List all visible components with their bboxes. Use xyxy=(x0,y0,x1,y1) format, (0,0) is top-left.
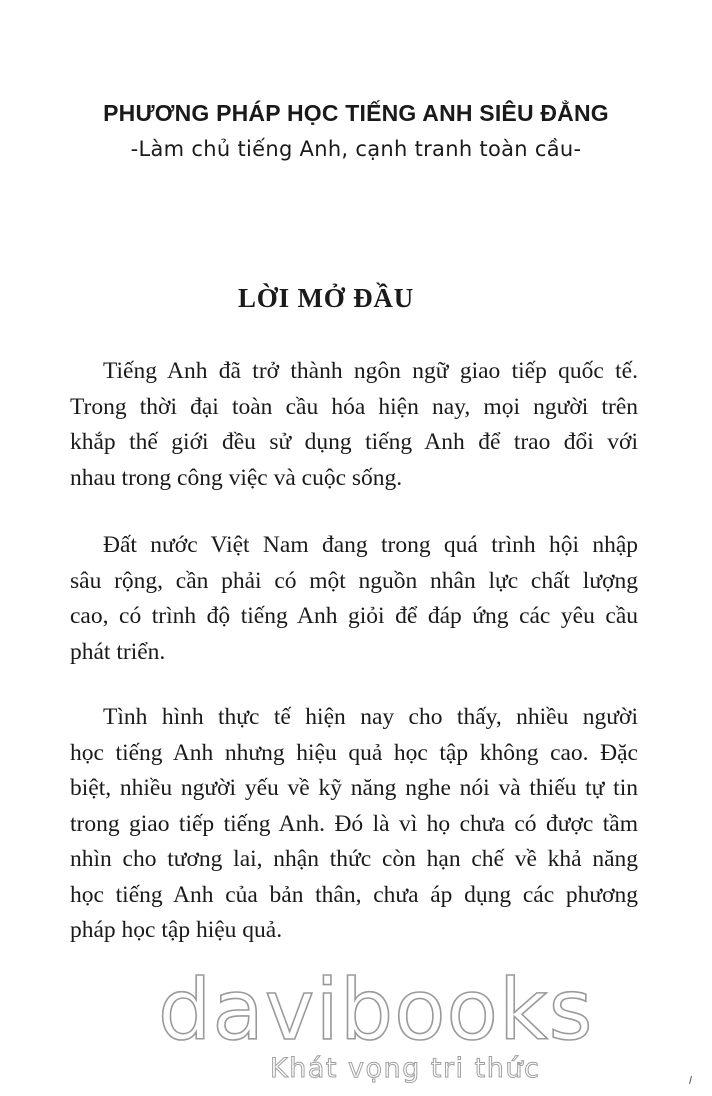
paragraph-3 xyxy=(70,700,638,949)
paragraph-line: biệt, nhiều người yếu về kỹ năng nghe nói và thiếu tự tin xyxy=(70,775,638,801)
paragraph-2 xyxy=(70,528,638,670)
paragraph-line: Tiếng Anh đã trở thành ngôn ngữ giao tiếp quốc tế. xyxy=(103,358,638,384)
paragraph-line: cao, có trình độ tiếng Anh giỏi để đáp ứng các yêu cầu xyxy=(70,603,638,629)
paragraph-line: học tiếng Anh nhưng hiệu quả học tập không cao. Đặc xyxy=(70,739,638,766)
paragraph-line: Tình hình thực tế hiện nay cho thấy, nhiều người xyxy=(103,704,638,730)
paragraph-1 xyxy=(70,354,638,496)
book-subtitle: -Làm chủ tiếng Anh, cạnh tranh toàn cầu- xyxy=(130,137,582,161)
watermark-brand: davibooks xyxy=(158,961,594,1059)
paragraph-line: trong giao tiếp tiếng Anh. Đó là vì họ chưa có được tầm xyxy=(70,810,638,837)
paragraph-line: học tiếng Anh của bản thân, chưa áp dụng các phương xyxy=(70,881,638,908)
paragraph-line: Trong thời đại toàn cầu hóa hiện nay, mọi người trên xyxy=(70,393,638,420)
paragraph-line: Đất nước Việt Nam đang trong quá trình hội nhập xyxy=(103,532,638,558)
paragraph-line: pháp học tập hiệu quả. xyxy=(70,917,283,943)
paragraph-line: phát triển. xyxy=(70,638,166,665)
section-heading: LỜI MỞ ĐẦU xyxy=(238,283,414,313)
paragraph-line: nhìn cho tương lai, nhận thức còn hạn chế về khả năng xyxy=(70,846,638,872)
publisher-watermark xyxy=(158,961,594,1085)
paragraph-line: sâu rộng, cần phải có một nguồn nhân lực chất lượng xyxy=(70,567,638,594)
paragraph-line: nhau trong công việc và cuộc sống. xyxy=(70,464,403,491)
book-title: PHƯƠNG PHÁP HỌC TIẾNG ANH SIÊU ĐẲNG xyxy=(103,100,609,126)
watermark-tagline: Khát vọng tri thức xyxy=(270,1053,541,1084)
paragraph-line: khắp thế giới đều sử dụng tiếng Anh để trao đổi với xyxy=(70,429,638,455)
page-mark xyxy=(689,1076,692,1084)
